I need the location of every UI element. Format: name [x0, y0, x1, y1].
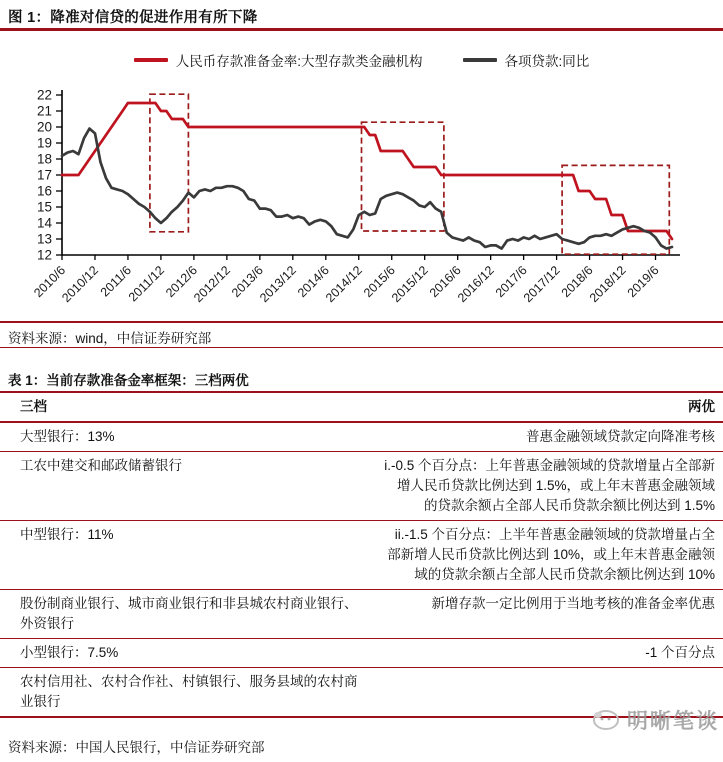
mingxi-logo-icon — [589, 707, 623, 733]
x-tick-label: 2014/12 — [323, 263, 365, 306]
table-cell-right: ii.-1.5 个百分点：上半年普惠金融领域的贷款增量占全部新增人民币贷款比例达到 10%，或上年末普惠金融领域的贷款余额占全部人民币贷款余额比例达到 10% — [387, 527, 715, 582]
series-line-0 — [62, 103, 672, 239]
legend-item-loans — [463, 50, 590, 70]
x-tick-label: 2012/12 — [191, 263, 233, 306]
title-rule — [0, 28, 723, 31]
table-cell-left: 股份制商业银行、城市商业银行和非县城农村商业银行、外资银行 — [20, 596, 358, 631]
x-tick-label: 2013/12 — [257, 263, 299, 306]
table-cell-left: 大型银行：13% — [20, 429, 115, 444]
y-tick-label: 16 — [36, 183, 52, 199]
figure-source: 资料来源：wind，中信证券研究部 — [8, 331, 212, 346]
table-row — [0, 590, 723, 639]
table-cell-left: 工农中建交和邮政储蓄银行 — [20, 458, 182, 473]
x-tick-label: 2016/12 — [454, 263, 497, 306]
legend-line-swatch-dark-icon — [463, 58, 497, 62]
y-tick-label: 12 — [36, 247, 52, 263]
x-tick-label: 2014/6 — [294, 263, 332, 301]
table-row — [0, 521, 723, 590]
x-tick-label: 2018/6 — [558, 263, 596, 301]
x-tick-label: 2010/12 — [59, 263, 102, 306]
x-tick-label: 2015/6 — [360, 263, 398, 301]
legend-label-reserve-ratio: 人民币存款准备金率:大型存款类金融机构 — [175, 54, 423, 69]
x-tick-label: 2012/6 — [163, 263, 201, 301]
table-header-left: 三档 — [20, 399, 47, 414]
y-tick-label: 17 — [36, 167, 52, 183]
table-row — [0, 423, 723, 452]
y-tick-label: 19 — [36, 135, 52, 151]
x-tick-label: 2010/6 — [31, 263, 69, 301]
chart-legend — [0, 50, 723, 70]
rrr-table — [0, 391, 723, 718]
section-divider-rule — [0, 347, 723, 348]
legend-line-swatch-red-icon — [134, 58, 168, 62]
highlight-box — [562, 165, 669, 254]
y-tick-label: 13 — [36, 231, 52, 247]
x-tick-label: 2011/12 — [125, 263, 168, 305]
y-tick-label: 20 — [36, 119, 52, 135]
x-tick-label: 2011/6 — [97, 263, 135, 300]
legend-item-reserve-ratio — [134, 50, 423, 70]
y-tick-label: 14 — [36, 215, 52, 231]
watermark — [589, 705, 719, 735]
table-cell-left: 小型银行：7.5% — [20, 645, 119, 660]
y-tick-label: 21 — [36, 103, 52, 119]
table-source: 资料来源：中国人民银行，中信证券研究部 — [8, 740, 265, 755]
line-chart — [0, 76, 723, 316]
figure-title: 图 1：降准对信贷的促进作用有所下降 — [8, 10, 258, 26]
x-tick-label: 2019/6 — [624, 263, 662, 301]
x-tick-label: 2017/6 — [492, 263, 530, 301]
x-tick-label: 2017/12 — [520, 263, 563, 306]
table-row — [0, 639, 723, 668]
table-cell-left: 农村信用社、农村合作社、村镇银行、服务县域的农村商业银行 — [20, 674, 358, 709]
y-tick-label: 22 — [36, 87, 52, 103]
y-tick-label: 18 — [36, 151, 52, 167]
x-tick-label: 2016/6 — [426, 263, 464, 301]
table-cell-right: 新增存款一定比例用于当地考核的准备金率优惠 — [431, 596, 715, 611]
y-tick-label: 15 — [36, 199, 52, 215]
x-tick-label: 2013/6 — [229, 263, 266, 301]
table-cell-right: -1 个百分点 — [645, 645, 715, 660]
table-cell-right: 普惠金融领域贷款定向降准考核 — [525, 429, 715, 444]
table-title: 表 1：当前存款准备金率框架：三档两优 — [8, 373, 249, 388]
table-cell-left: 中型银行：11% — [20, 527, 114, 542]
x-tick-label: 2015/12 — [388, 263, 431, 306]
legend-label-loans: 各项贷款:同比 — [504, 54, 590, 69]
table-row — [0, 452, 723, 521]
table-cell-right: i.-0.5 个百分点：上年普惠金融领域的贷款增量占全部新增人民币贷款比例达到 1.5%，或上年末普惠金融领域的贷款余额占全部人民币贷款余额比例达到 1.5% — [384, 458, 715, 513]
figure-bottom-rule — [0, 321, 723, 323]
table-header-right: 两优 — [687, 399, 715, 414]
x-tick-label: 2018/12 — [586, 263, 629, 306]
watermark-text: 明晰笔谈 — [627, 710, 719, 733]
table-header-row — [0, 393, 723, 423]
